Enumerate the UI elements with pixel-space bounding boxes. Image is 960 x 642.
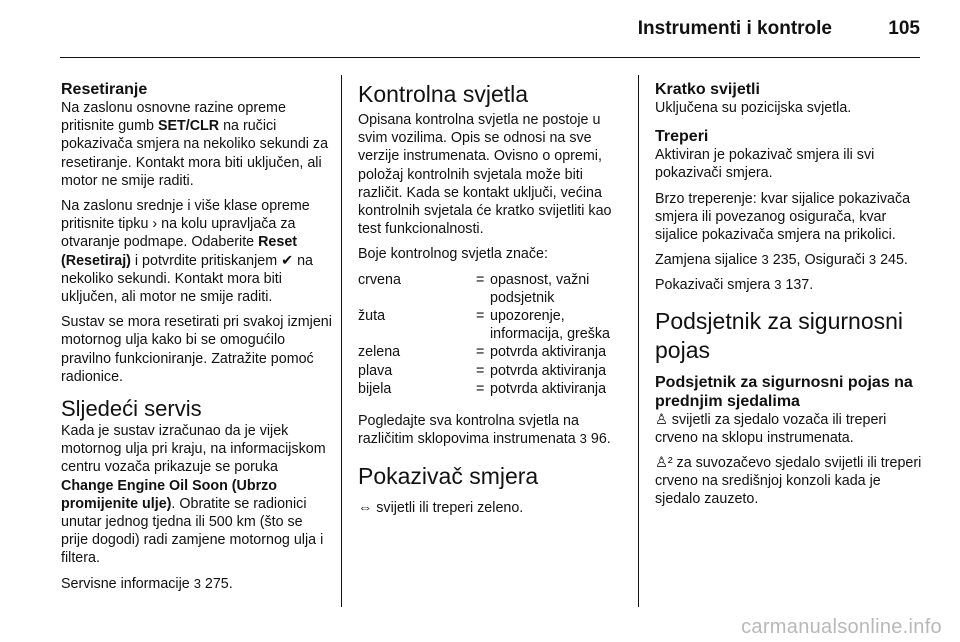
- column-3: [655, 80, 925, 516]
- blink-paragraph-4: Pokazivači smjera 3 137.: [655, 277, 814, 294]
- table-row: žuta = upozorenje, informacija, greška: [358, 308, 610, 343]
- column-divider: [341, 75, 342, 607]
- reset-paragraph-3: Sustav se mora resetirati pri svakoj izmjeni motornog ulja kako bi se omogućilo pravilno funkcioniranje. Zatražite pomoć radionice.: [61, 314, 332, 385]
- blink-paragraph-2: Brzo treperenje: kvar sijalice pokazivača smjera ili povezanog osigurača, kvar sijalice pokazivača smjera na prikolici.: [655, 190, 911, 244]
- short-light-heading: Kratko svijetli: [655, 81, 760, 98]
- page-reference-icon: 3: [579, 431, 587, 447]
- reset-heading: Resetiranje: [61, 81, 148, 98]
- warning-lights-heading: Kontrolna svjetla: [358, 81, 529, 107]
- table-row: bijela = potvrda aktiviranja: [358, 380, 607, 397]
- seatbelt-paragraph-2: ♙² za suvozačevo sjedalo svijetli ili treperi crveno na središnjoj konzoli kada je sjedalo zauzeto.: [655, 455, 922, 508]
- page-header: [60, 0, 920, 58]
- blink-heading: Treperi: [655, 128, 709, 146]
- reset-paragraph-1: Na zaslonu osnovne razine opreme pritisnite gumb SET/CLR na ručici pokazivača smjera na nekoliko sekundi za resetiranje. Kontakt mora biti uključen, ali motor ne smije raditi.: [61, 100, 329, 189]
- blink-paragraph-1: Aktiviran je pokazivač smjera ili svi pokazivači smjera.: [655, 147, 875, 182]
- service-heading: Sljedeći servis: [61, 396, 202, 422]
- service-paragraph-1: Kada je sustav izračunao da je vijek motornog ulja pri kraju, na informacijskom centru vozača prikazuje se poruka Change Engine Oil Soon (Ubrzo promijenite ulje). Obratite se radionici unutar jednog tjedna ili 500 km (što se prije dogodi) radi zamjene motornog ulja i filtera.: [61, 423, 326, 567]
- turn-signal-paragraph: ⇔ svijetli ili treperi zeleno.: [358, 500, 524, 517]
- colors-intro: Boje kontrolnog svjetla znače:: [358, 246, 548, 263]
- watermark: carmanualsonline.info: [741, 616, 942, 638]
- page-reference-icon: 3: [761, 252, 769, 268]
- short-light-paragraph: Uključena su pozicijska svjetla.: [655, 100, 852, 116]
- turn-signal-icon: ⇔: [358, 500, 373, 517]
- reset-paragraph-2: Na zaslonu srednje i više klase opreme pritisnite tipku › na kolu upravljača za otvaranje podmape. Odaberite Reset (Resetiraj) i potvrdite pritiskanjem ✔ na nekoliko sekundi. Kontakt mora biti uključen, ali motor ne smije raditi.: [61, 198, 313, 306]
- seatbelt-heading: Podsjetnik za sigurnosni pojas: [655, 307, 904, 363]
- header-rule: [60, 57, 920, 58]
- page-number: 105: [888, 18, 920, 39]
- seatbelt-subheading: Podsjetnik za sigurnosni pojas na prednjim sjedalima: [655, 373, 913, 410]
- blink-paragraph-3: Zamjena sijalice 3 235, Osigurači 3 245.: [655, 252, 908, 269]
- page-reference-icon: 3: [868, 252, 877, 268]
- page-reference-icon: 3: [774, 277, 782, 293]
- table-row: zelena = potvrda aktiviranja: [358, 344, 607, 361]
- seatbelt-passenger-icon: ♙²: [655, 455, 673, 472]
- warning-lights-reference: Pogledajte sva kontrolna svjetla na različitim sklopovima instrumenata 3 96.: [358, 413, 611, 448]
- column-1: [61, 80, 333, 600]
- page-reference-icon: 3: [193, 575, 201, 591]
- header-title: Instrumenti i kontrole: [637, 18, 832, 39]
- table-row: plava = potvrda aktiviranja: [358, 362, 607, 379]
- turn-signal-heading: Pokazivač smjera: [358, 463, 539, 490]
- seatbelt-driver-icon: ♙: [655, 411, 668, 428]
- checkmark-icon: ✔: [281, 252, 294, 269]
- column-divider: [638, 75, 639, 607]
- color-meaning-table: [358, 271, 628, 398]
- chevron-right-icon: ›: [152, 216, 158, 233]
- seatbelt-paragraph-1: ♙ svijetli za sjedalo vozača ili treperi crveno na sklopu instrumenata.: [655, 411, 887, 446]
- column-2: [358, 80, 628, 525]
- warning-lights-intro: Opisana kontrolna svjetla ne postoje u svim vozilima. Opis se odnosi na sve verzije instrumenata. Ovisno o opremi, položaj kontrolnih svjetala može biti različit. Kada se kontakt uključi, većina kontrolnih svjetala će kratko svijetliti kao test funkcionalnosti.: [358, 112, 612, 238]
- table-row: crvena = opasnost, važni podsjetnik: [358, 271, 590, 306]
- service-paragraph-2: Servisne informacije 3 275.: [61, 575, 233, 592]
